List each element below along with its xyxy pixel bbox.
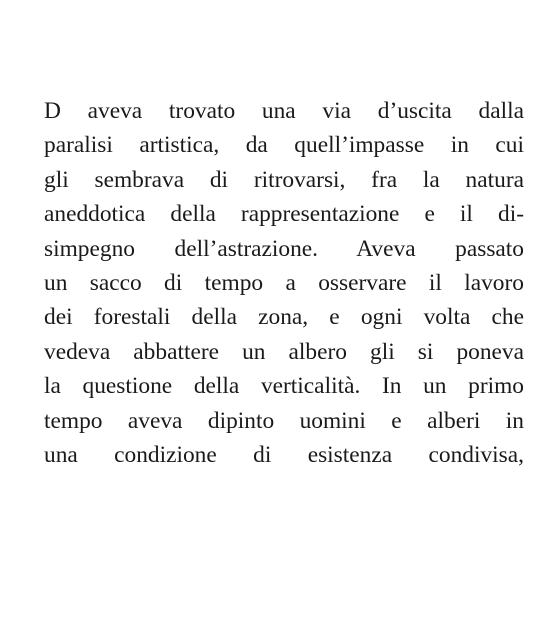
text-line: tempo aveva dipinto uomini e alberi in (44, 407, 524, 434)
text-line: aneddotica della rappresentazione e il di- (44, 201, 524, 228)
text-line: una condizione di esistenza condivisa, (44, 441, 524, 468)
text-line: vedeva abbattere un albero gli si poneva (44, 338, 524, 365)
text-line: dei forestali della zona, e ogni volta che (44, 304, 524, 331)
paragraph (44, 94, 524, 472)
text-line: simpegno dell’astrazione. Aveva passato (44, 235, 524, 262)
text-line: la questione della verticalità. In un primo (44, 373, 524, 400)
text-line: paralisi artistica, da quell’impasse in cui (44, 132, 524, 159)
text-line: D aveva trovato una via d’uscita dalla (44, 98, 524, 124)
text-line: gli sembrava di ritrovarsi, fra la natura (44, 166, 524, 193)
text-line: un sacco di tempo a osservare il lavoro (44, 269, 524, 296)
